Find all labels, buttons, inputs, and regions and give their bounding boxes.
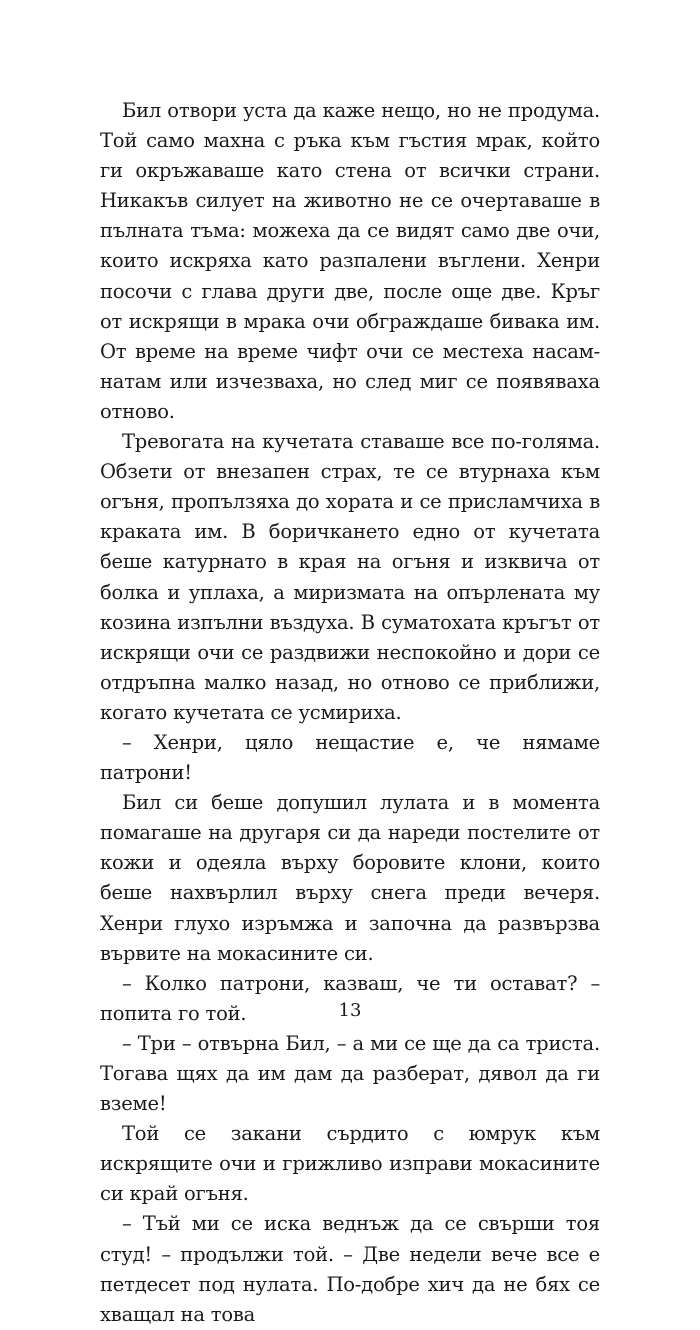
paragraph: Бил отвори уста да каже нещо, но не продума. Той само махна с ръка към гъстия мрак, който ги окръжаваше като стена от всички страни. Никакъв силует на животно не се очертаваше в пълната тъма: можеха да се видят само две очи, които искряха като разпалени въглени. Хенри посочи с глава други две, после още две. Кръг от искрящи в мрака очи обграждаше бивака им. От време на време чифт очи се местеха насам-натам или изчезваха, но след миг се появяваха отново. [100,99,600,423]
page-number: 13 [338,1000,362,1021]
body-text [100,96,600,1330]
paragraph: Той се закани сърдито с юмрук към искрящите очи и грижливо изправи мокасините си край огъня. [100,1122,600,1206]
paragraph: – Тъй ми се иска веднъж да се свърши тоя студ! – продължи той. – Две недели вече все е петдесет под нулата. По-добре хич да не бях се хващал на това [100,1212,600,1326]
paragraph: – Колко патрони, казваш, че ти остават? – попита го той. [100,971,600,1025]
paragraph: Бил си беше допушил лулата и в момента помагаше на другаря си да нареди постелите от кожи и одеяла върху боровите клони, които беше нахвърлил върху снега преди вечеря. Хенри глухо изръмжа и започна да развързва вървите на мокасините си. [100,791,600,965]
paragraph: Тревогата на кучетата ставаше все по-голяма. Обзети от внезапен страх, те се втурнаха към огъня, пропълзяха до хората и се присламчиха в краката им. В боричкането едно от кучетата беше катурнато в края на огъня и изквича от болка и уплаха, а миризмата на опърлената му козина изпълни въздуха. В суматохата кръгът от искрящи очи се раздвижи неспокойно и дори се отдръпна малко назад, но отново се приближи, когато кучетата се усмириха. [100,430,600,724]
paragraph: – Хенри, цяло нещастие е, че нямаме патрони! [100,730,600,785]
paragraph: – Три – отвърна Бил, – а ми се ще да са триста. Тогава щях да им дам да разберат, дявол да ги вземе! [100,1031,600,1116]
